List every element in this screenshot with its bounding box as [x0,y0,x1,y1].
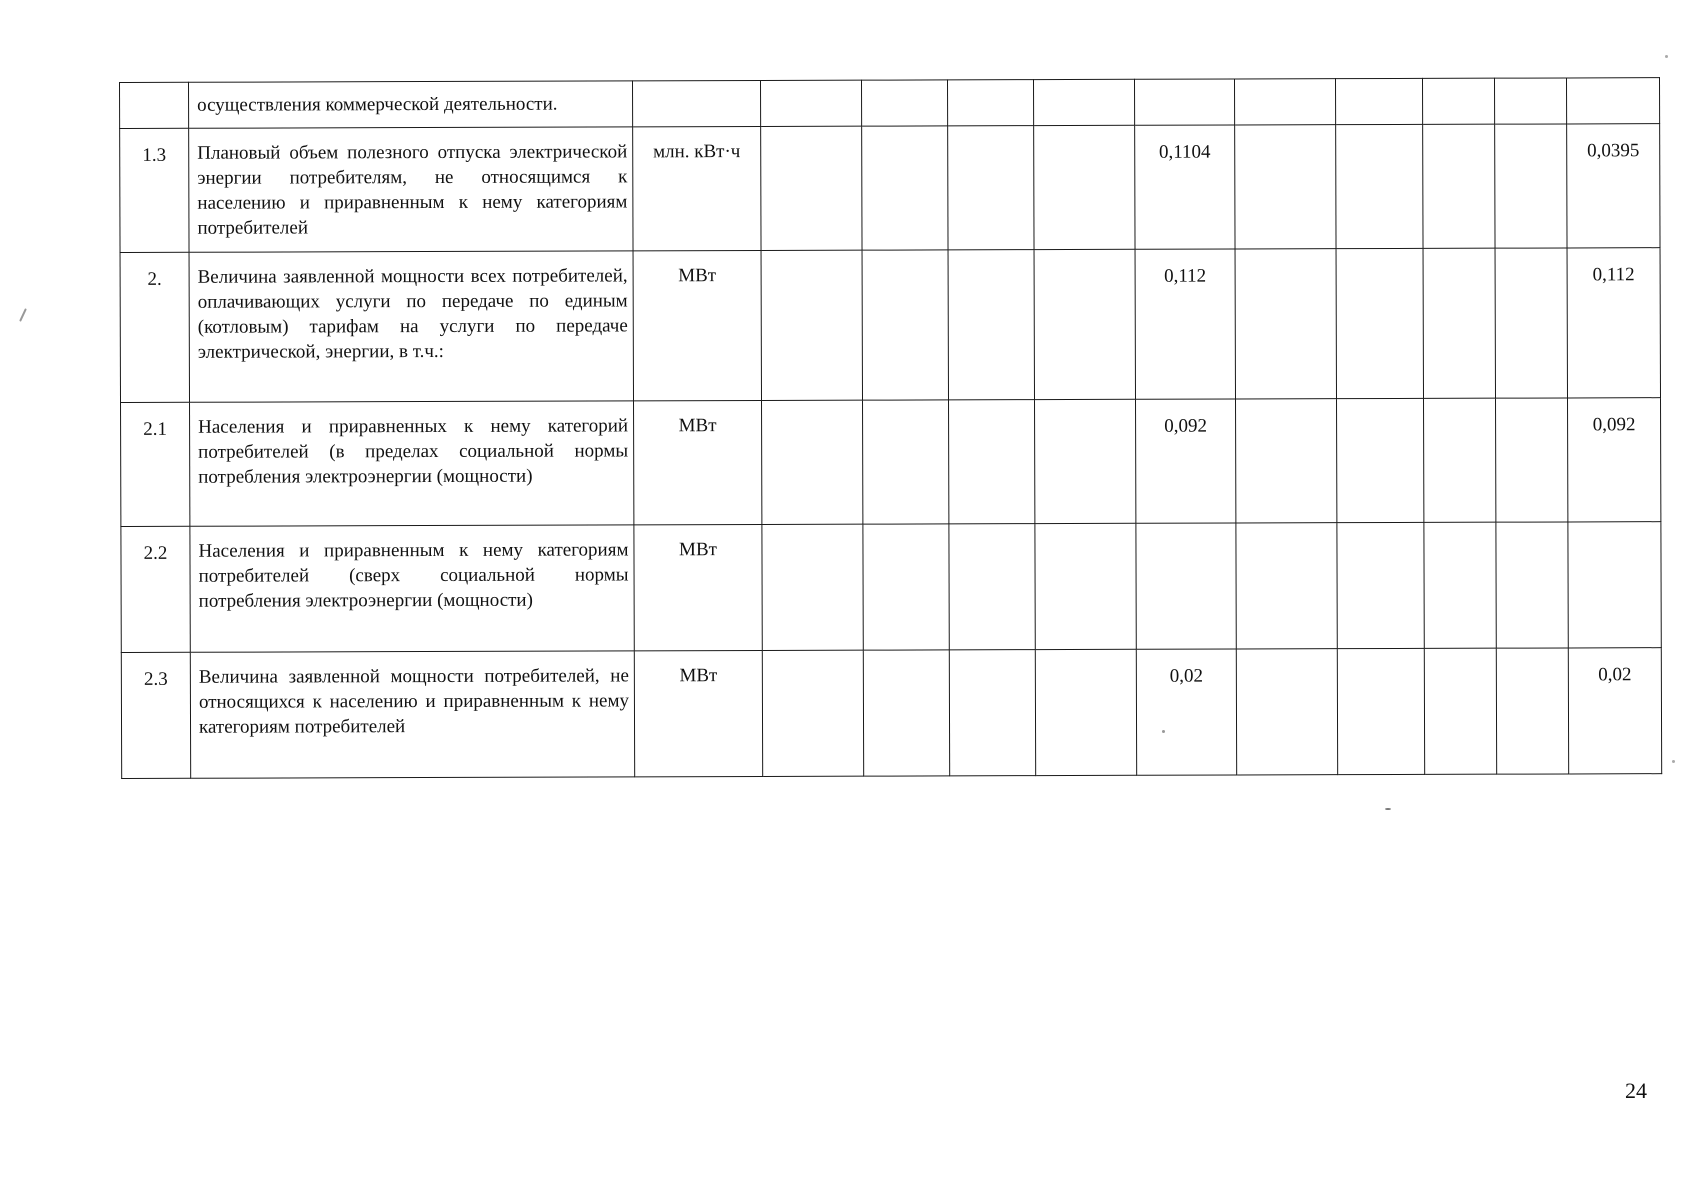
value-cell [1496,398,1568,522]
scan-speck [19,308,27,322]
value-cell: 0,02 [1136,649,1236,775]
value-cell: 0,0395 [1567,124,1660,248]
value-cell [1336,124,1423,248]
table-row [121,522,1661,653]
value-cell [1496,648,1568,774]
row-number: 2.2 [121,526,190,652]
value-cell [1235,125,1336,249]
row-description: Величина заявленной мощности потребителей, не относящихся к населению и приравненным к нему категориям потребителей [190,651,634,778]
row-description: Населения и приравненных к нему категорий потребителей (в пределах социальной нормы потребления электроэнергии (мощности) [190,401,634,526]
row-description: Плановый объем полезного отпуска электрической энергии потребителям, не относящимся к населению и приравненным к нему категориям потребителей [189,127,633,252]
value-cell [1336,248,1423,398]
value-cell [1034,249,1135,399]
value-cell [1494,78,1566,124]
scan-speck [1162,730,1165,733]
value-cell [1035,399,1136,523]
value-cell [1034,125,1135,249]
row-description: Величина заявленной мощности всех потребителей, оплачивающих услуги по передаче по единым (котловым) тарифам на услуги по передаче электрической, энергии, в т.ч.: [189,251,633,402]
value-cell [949,524,1035,650]
value-cell: 0,092 [1567,398,1660,522]
value-cell [1423,248,1495,398]
table-row [121,648,1661,779]
value-cell [762,650,863,776]
value-cell [1335,78,1422,124]
value-cell [949,400,1035,524]
tariff-table [119,77,1662,779]
value-cell [1337,398,1424,522]
value-cell [1422,78,1494,124]
value-cell [1337,522,1424,648]
row-unit: МВт [634,524,762,650]
value-cell [760,80,861,126]
value-cell: 0,112 [1135,249,1235,399]
row-number: 1.3 [120,128,189,252]
value-cell [1134,79,1234,125]
value-cell [1035,523,1136,649]
row-description: осуществления коммерческой деятельности. [189,81,633,128]
value-cell [862,250,948,400]
value-cell [1236,523,1337,649]
row-unit [632,80,760,126]
value-cell [949,650,1035,776]
value-cell [1496,522,1568,648]
value-cell [861,80,947,126]
value-cell [1337,648,1424,774]
row-unit: МВт [633,250,761,400]
scan-speck [1665,55,1668,58]
value-cell [1424,522,1496,648]
value-cell [761,126,862,250]
row-unit: МВт [634,400,762,524]
table-row [120,78,1660,129]
value-cell [1495,124,1567,248]
value-cell [762,524,863,650]
value-cell [863,650,949,776]
row-unit: млн. кВт·ч [633,126,761,250]
value-cell [762,400,863,524]
table-body [120,78,1662,779]
value-cell [1423,124,1495,248]
value-cell [1566,78,1659,124]
table-row [121,398,1661,527]
value-cell: 0,112 [1567,248,1660,398]
value-cell [1424,648,1496,774]
value-cell [948,250,1034,400]
value-cell [1033,79,1134,125]
value-cell: 0,02 [1568,648,1661,774]
value-cell [1035,649,1136,775]
value-cell [1568,522,1661,648]
table-row [120,248,1660,403]
value-cell [863,524,949,650]
value-cell [1236,399,1337,523]
row-number: 2.1 [121,402,190,526]
value-cell: 0,092 [1136,399,1236,523]
scan-speck [1672,760,1675,763]
row-number [120,82,189,128]
row-number: 2.3 [121,652,190,778]
row-number: 2. [120,252,189,402]
table-row [120,124,1660,253]
value-cell [1136,523,1236,649]
row-unit: МВт [634,650,762,776]
value-cell [1234,79,1335,125]
value-cell: 0,1104 [1135,125,1235,249]
value-cell [863,400,949,524]
value-cell [1235,249,1336,399]
value-cell [948,126,1034,250]
value-cell [761,250,862,400]
value-cell [1236,649,1337,775]
page-number: 24 [1625,1078,1647,1103]
value-cell [862,126,948,250]
value-cell [947,80,1033,126]
value-cell [1424,398,1496,522]
scan-speck [1385,808,1391,810]
row-description: Населения и приравненным к нему категориям потребителей (сверх социальной нормы потребления электроэнергии (мощности) [190,525,634,652]
value-cell [1495,248,1567,398]
